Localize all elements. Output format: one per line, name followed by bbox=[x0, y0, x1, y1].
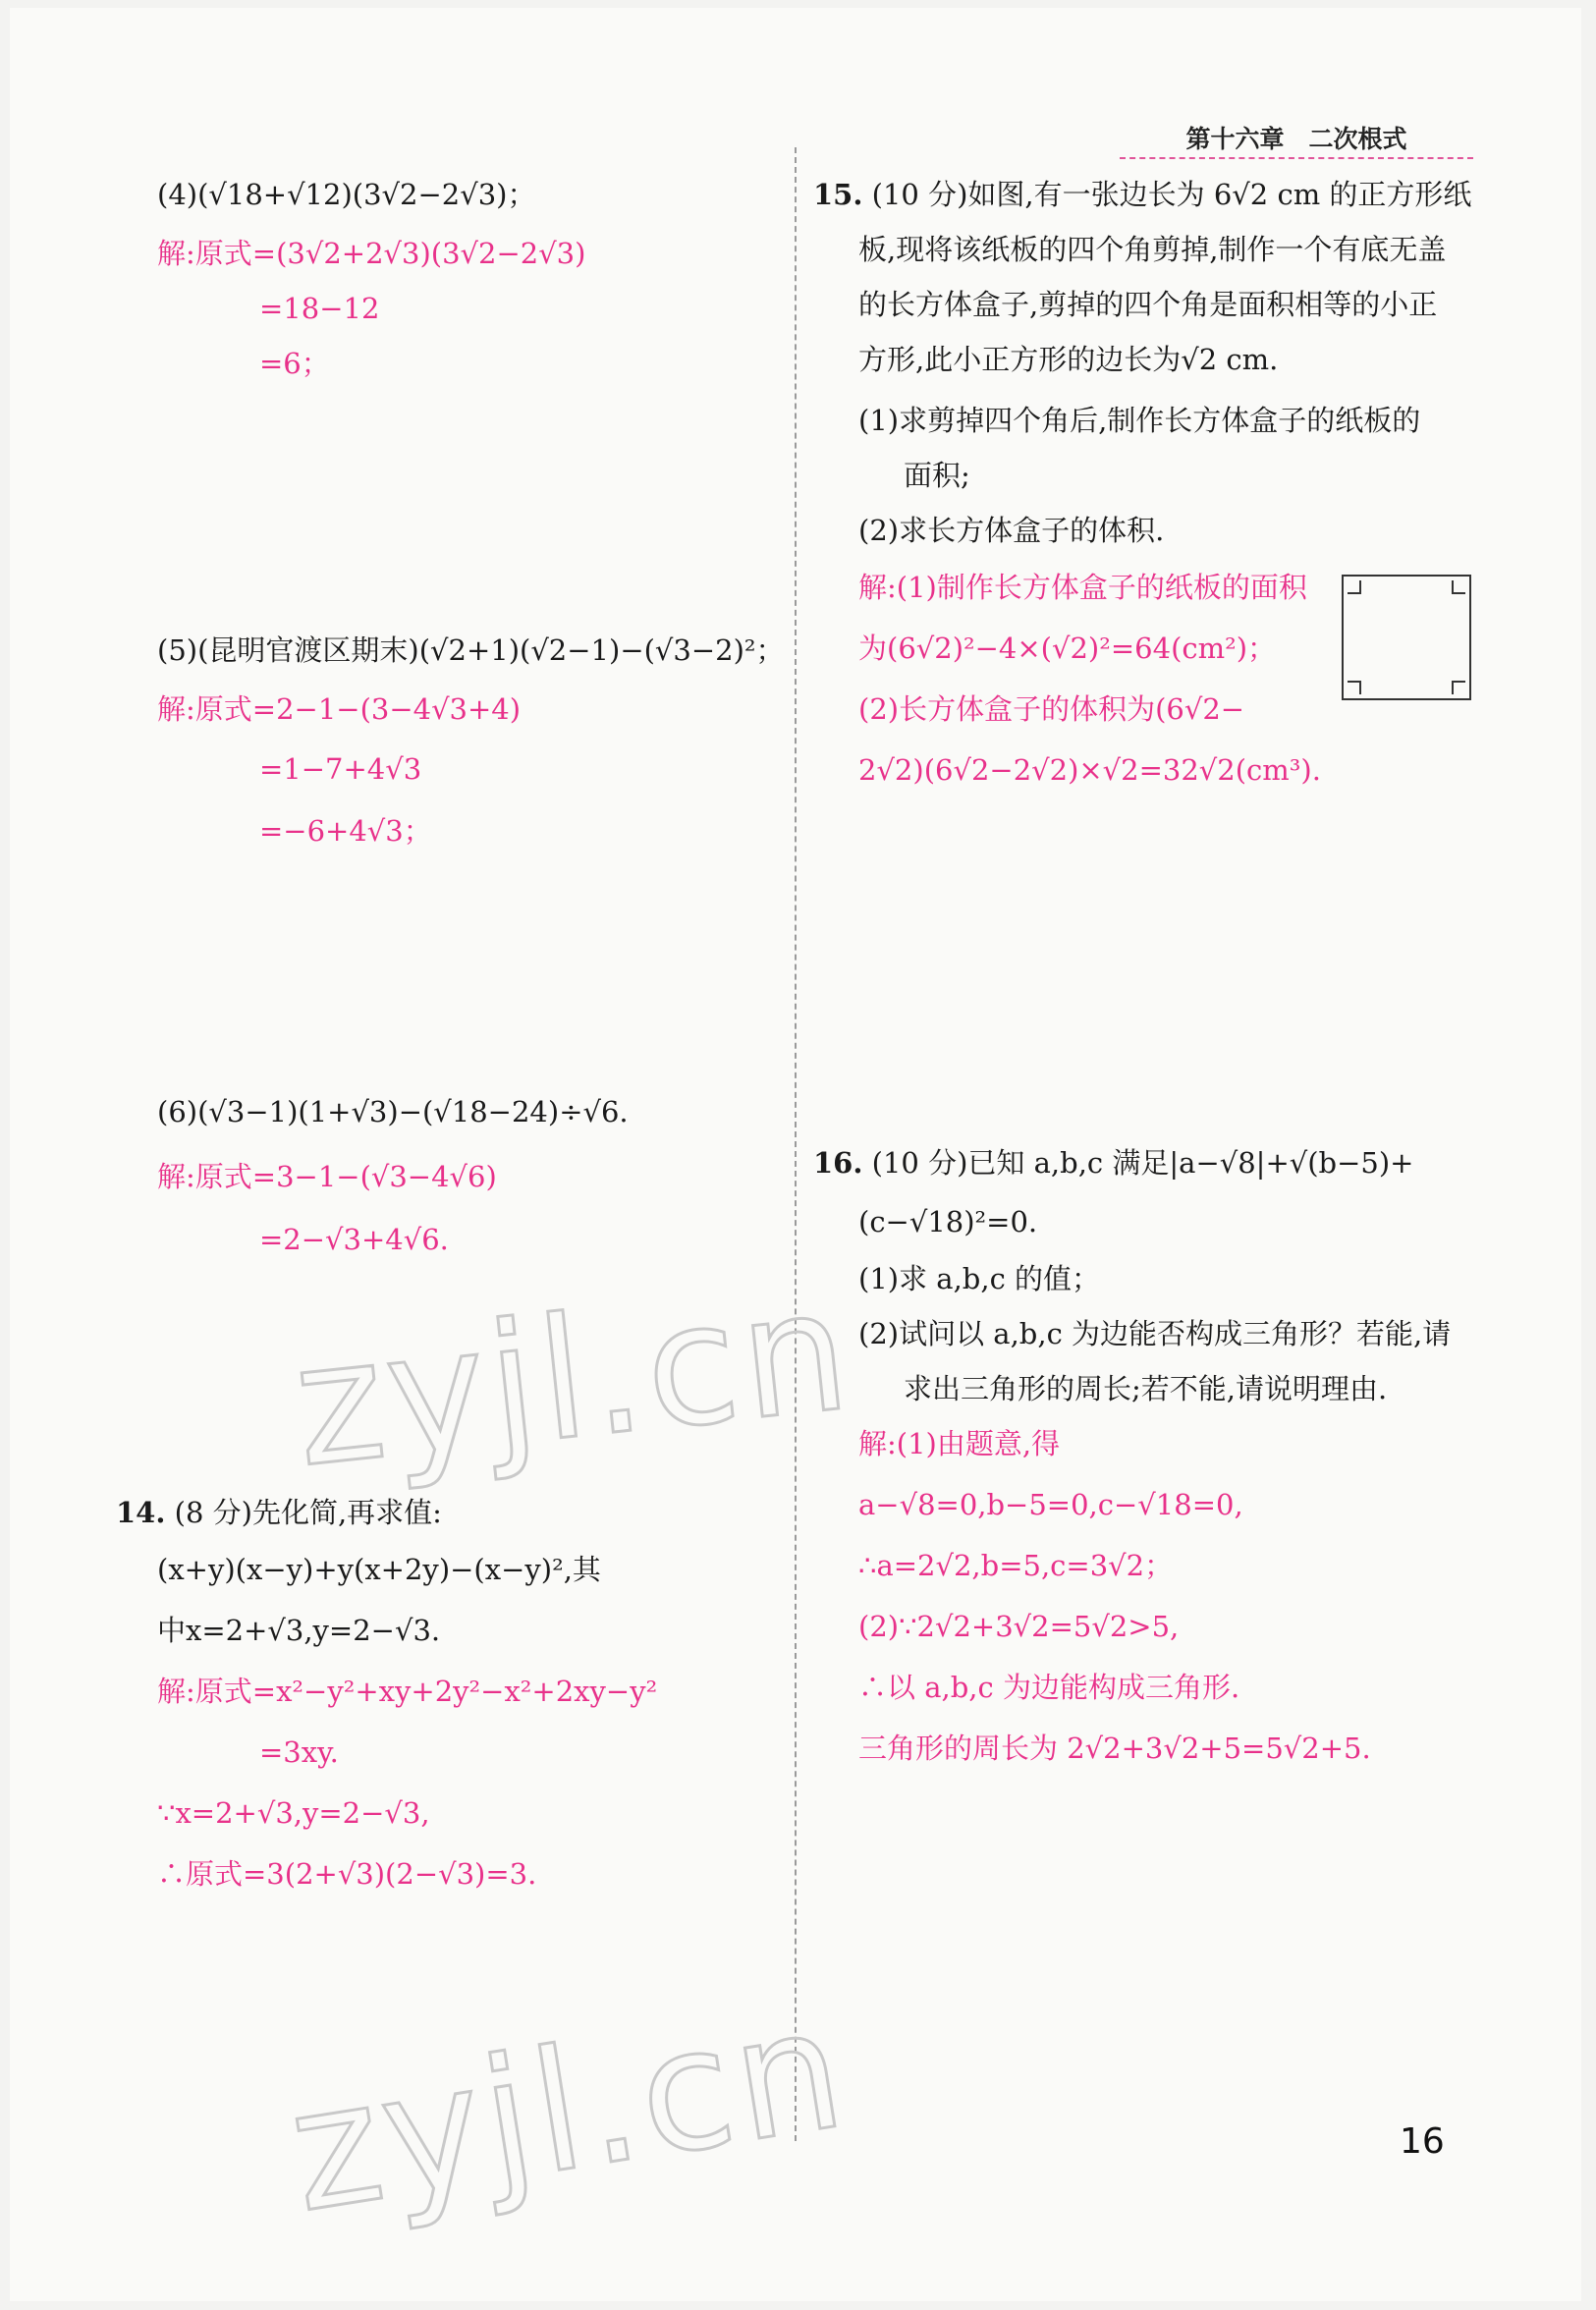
question-16-line-2: (c−√18)²=0. bbox=[858, 1205, 1038, 1238]
solution-15-line-2: 为(6√2)²−4×(√2)²=64(cm²)； bbox=[858, 632, 1277, 665]
solution-6-line-1: 解:原式=3−1−(√3−4√6) bbox=[157, 1160, 497, 1193]
question-14-prompt: (8 分)先化简,再求值: bbox=[174, 1496, 442, 1529]
solution-16-line-6: 三角形的周长为 2√2+3√2+5=5√2+5. bbox=[858, 1732, 1371, 1765]
solution-4-line-1: 解:原式=(3√2+2√3)(3√2−2√3) bbox=[157, 237, 586, 270]
solution-14-line-3: ∵x=2+√3,y=2−√3, bbox=[157, 1796, 430, 1830]
question-16-part-2-cont: 求出三角形的周长;若不能,请说明理由. bbox=[904, 1372, 1388, 1405]
solution-14-line-1: 解:原式=x²−y²+xy+2y²−x²+2xy−y² bbox=[157, 1675, 658, 1708]
question-16-header bbox=[813, 1143, 1413, 1182]
question-15-header bbox=[813, 175, 1471, 214]
solution-4-line-3: =6； bbox=[259, 347, 330, 380]
question-16-part-1: (1)求 a,b,c 的值； bbox=[858, 1262, 1101, 1295]
cut-corner-bottom-left bbox=[1348, 681, 1361, 694]
solution-15-line-4: 2√2)(6√2−2√2)×√2=32√2(cm³). bbox=[858, 753, 1321, 787]
question-15-line-2: 板,现将该纸板的四个角剪掉,制作一个有底无盖 bbox=[858, 233, 1447, 266]
question-14-condition: 中x=2+√3,y=2−√3. bbox=[157, 1614, 441, 1647]
question-16-part-2: (2)试问以 a,b,c 为边能否构成三角形？若能,请 bbox=[858, 1317, 1452, 1350]
solution-14-line-2: =3xy. bbox=[259, 1735, 339, 1769]
question-6: (6)(√3−1)(1+√3)−(√18−24)÷√6. bbox=[157, 1095, 629, 1128]
question-15-line-3: 的长方体盒子,剪掉的四个角是面积相等的小正 bbox=[858, 288, 1438, 321]
question-14-header bbox=[116, 1493, 442, 1532]
solution-6-line-2: =2−√3+4√6. bbox=[259, 1223, 449, 1256]
question-15-number: 15. bbox=[813, 178, 863, 211]
solution-4-line-2: =18−12 bbox=[259, 292, 380, 325]
question-14-number: 14. bbox=[116, 1496, 166, 1529]
square-board-figure bbox=[1342, 575, 1471, 700]
question-16-number: 16. bbox=[813, 1146, 863, 1180]
solution-5-line-3: =−6+4√3； bbox=[259, 814, 432, 848]
question-5: (5)(昆明官渡区期末)(√2+1)(√2−1)−(√3−2)²； bbox=[157, 633, 785, 667]
solution-15-line-3: (2)长方体盒子的体积为(6√2− bbox=[858, 692, 1245, 726]
watermark: zyjl.cn bbox=[286, 1252, 861, 1506]
column-divider bbox=[795, 147, 797, 2141]
question-14-expression: (x+y)(x−y)+y(x+2y)−(x−y)²,其 bbox=[157, 1553, 601, 1586]
question-15-part-2: (2)求长方体盒子的体积. bbox=[858, 514, 1165, 547]
solution-16-line-3: ∴a=2√2,b=5,c=3√2； bbox=[858, 1549, 1174, 1582]
cut-corner-bottom-right bbox=[1452, 681, 1465, 694]
solution-15-line-1: 解:(1)制作长方体盒子的纸板的面积 bbox=[858, 571, 1307, 604]
solution-14-line-4: ∴原式=3(2+√3)(2−√3)=3. bbox=[157, 1857, 537, 1891]
question-16-line-1: (10 分)已知 a,b,c 满足|a−√8|+√(b−5)+ bbox=[871, 1146, 1414, 1180]
solution-16-line-5: ∴以 a,b,c 为边能构成三角形. bbox=[858, 1671, 1240, 1704]
solution-16-line-2: a−√8=0,b−5=0,c−√18=0, bbox=[858, 1488, 1243, 1521]
solution-5-line-2: =1−7+4√3 bbox=[259, 752, 422, 786]
question-15-part-1: (1)求剪掉四个角后,制作长方体盒子的纸板的 bbox=[858, 404, 1421, 437]
page-number: 16 bbox=[1400, 2121, 1445, 2162]
question-15-line-4: 方形,此小正方形的边长为√2 cm. bbox=[858, 343, 1279, 376]
question-15-part-1-cont: 面积; bbox=[904, 459, 970, 492]
solution-16-line-1: 解:(1)由题意,得 bbox=[858, 1427, 1061, 1460]
header-rule bbox=[1120, 157, 1473, 159]
solution-16-line-4: (2)∵2√2+3√2=5√2>5, bbox=[858, 1610, 1180, 1643]
chapter-header: 第十六章 二次根式 bbox=[1185, 125, 1407, 153]
watermark: zyjl.cn bbox=[278, 1970, 859, 2251]
cut-corner-top-right bbox=[1452, 580, 1465, 594]
question-15-line-1: (10 分)如图,有一张边长为 6√2 cm 的正方形纸 bbox=[871, 178, 1472, 211]
question-4: (4)(√18+√12)(3√2−2√3)； bbox=[157, 178, 536, 211]
cut-corner-top-left bbox=[1348, 580, 1361, 594]
solution-5-line-1: 解:原式=2−1−(3−4√3+4) bbox=[157, 692, 522, 726]
